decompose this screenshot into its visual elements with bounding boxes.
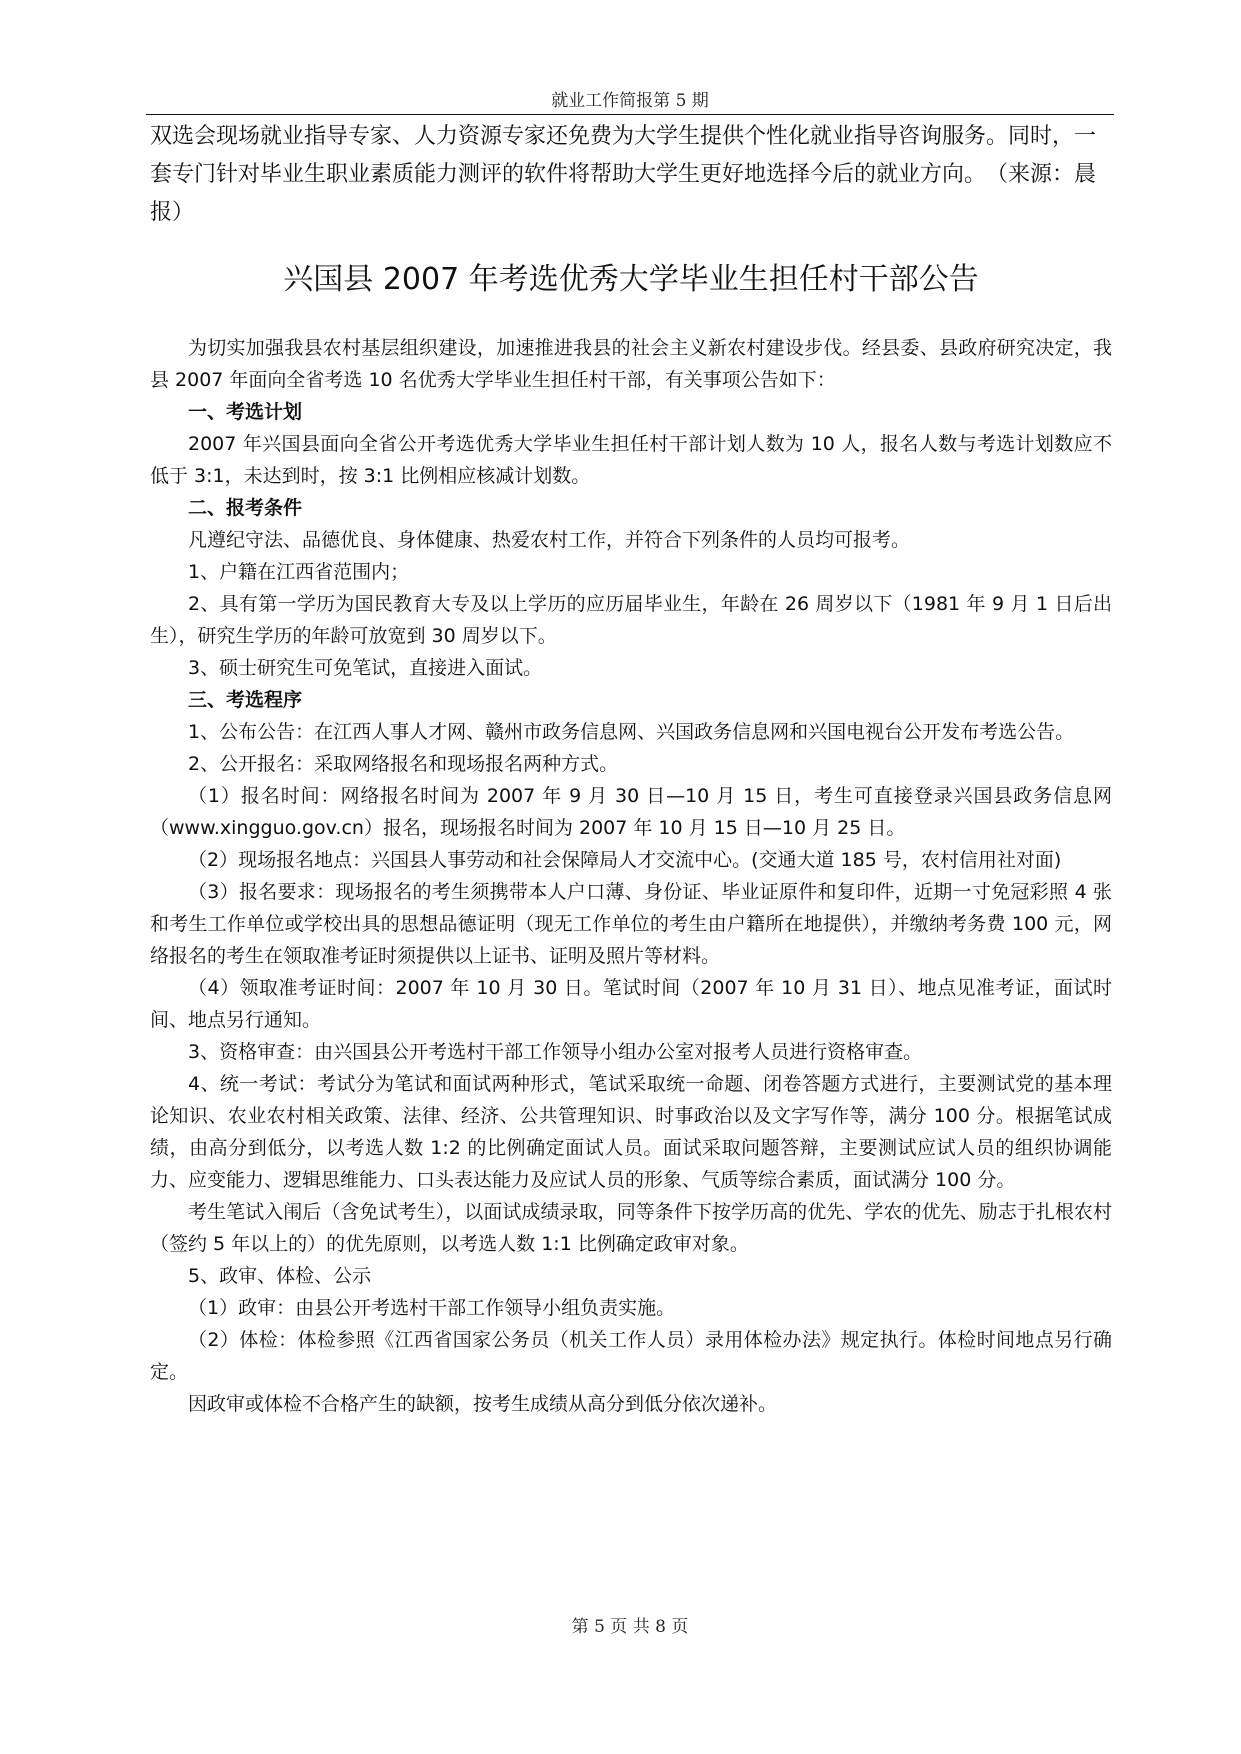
paragraph-17: （1）政审：由县公开考选村干部工作领导小组负责实施。 [188,1297,676,1319]
section-heading-2: 二、报考条件 [188,497,303,519]
intro-paragraph: 双选会现场就业指导专家、人力资源专家还免费为大学生提供个性化就业指导咨询服务。同时，一套专门针对毕业生职业素质能力测评的软件将帮助大学生更好地选择今后的就业方向。 （来源：晨报） [150,124,1097,225]
paragraph-10: （2）现场报名地点：兴国县人事劳动和社会保障局人才交流中心。(交通大道 185 号，农村信用社对面) [188,849,1062,871]
paragraph-4: 1、户籍在江西省范围内； [188,561,410,583]
paragraph-19: 因政审或体检不合格产生的缺额，按考生成绩从高分到低分依次递补。 [188,1393,778,1415]
paragraph-13: 3、资格审查：由兴国县公开考选村干部工作领导小组办公室对报考人员进行资格审查。 [188,1041,923,1063]
paragraph-11: （3）报名要求：现场报名的考生须携带本人户口薄、身份证、毕业证原件和复印件，近期一寸免冠彩照 4 张和考生工作单位或学校出具的思想品德证明（现无工作单位的考生由户籍所在地提供），并缴纳考务费 100 元，网络报名的考生在领取准考证时须提供以上证书、证明及照片等材料。 [150,881,1112,967]
header-divider [146,114,1114,115]
article-title: 兴国县 2007 年考选优秀大学毕业生担任村干部公告 [283,262,979,297]
paragraph-12: （4）领取准考证时间：2007 年 10 月 30 日。笔试时间（2007 年 10 月 31 日）、地点见准考证，面试时间、地点另行通知。 [150,977,1112,1031]
document-body [150,118,1112,1420]
paragraph-7: 1、公布公告：在江西人事人才网、赣州市政务信息网、兴国政务信息网和兴国电视台公开发布考选公告。 [188,721,1075,743]
paragraph-5: 2、具有第一学历为国民教育大专及以上学历的应历届毕业生，年龄在 26 周岁以下（1981 年 9 月 1 日后出生），研究生学历的年龄可放宽到 30 周岁以下。 [150,593,1112,647]
paragraph-6: 3、硕士研究生可免笔试，直接进入面试。 [188,657,543,679]
paragraph-16: 5、政审、体检、公示 [188,1265,372,1287]
section-heading-3: 三、考选程序 [188,689,303,711]
paragraph-3: 凡遵纪守法、品德优良、身体健康、热爱农村工作，并符合下列条件的人员均可报考。 [188,529,911,551]
paragraph-1: 为切实加强我县农村基层组织建设，加速推进我县的社会主义新农村建设步伐。经县委、县政府研究决定，我县 2007 年面向全省考选 10 名优秀大学毕业生担任村干部，有关事项公告如下： [150,337,1112,391]
paragraph-2: 2007 年兴国县面向全省公开考选优秀大学毕业生担任村干部计划人数为 10 人，报名人数与考选计划数应不低于 3:1，未达到时，按 3:1 比例相应核减计划数。 [150,433,1112,487]
running-header: 就业工作简报第 5 期 [551,91,709,111]
paragraph-14: 4、统一考试：考试分为笔试和面试两种形式，笔试采取统一命题、闭卷答题方式进行，主要测试党的基本理论知识、农业农村相关政策、法律、经济、公共管理知识、时事政治以及文字写作等，满分 100 分。根据笔试成绩，由高分到低分，以考选人数 1:2 的比例确定面试人员。面试采取问题答辩，主要测试应试人员的组织协调能力、应变能力、逻辑思维能力、口头表达能力及应试人员的形象、气质等综合素质，面试满分 100 分。 [150,1073,1112,1191]
section-heading-1: 一、考选计划 [188,401,303,423]
paragraph-15: 考生笔试入闱后（含免试考生），以面试成绩录取，同等条件下按学历高的优先、学农的优先、励志于扎根农村（签约 5 年以上的）的优先原则，以考选人数 1:1 比例确定政审对象。 [150,1201,1112,1255]
paragraph-8: 2、公开报名：采取网络报名和现场报名两种方式。 [188,753,619,775]
paragraph-9: （1）报名时间：网络报名时间为 2007 年 9 月 30 日—10 月 15 日，考生可直接登录兴国县政务信息网（www.xingguo.gov.cn）报名，现场报名时间为 2007 年 10 月 15 日—10 月 25 日。 [150,785,1112,839]
page-number-footer: 第 5 页 共 8 页 [571,1617,689,1637]
paragraph-18: （2）体检：体检参照《江西省国家公务员（机关工作人员）录用体检办法》规定执行。体检时间地点另行确定。 [150,1329,1112,1383]
